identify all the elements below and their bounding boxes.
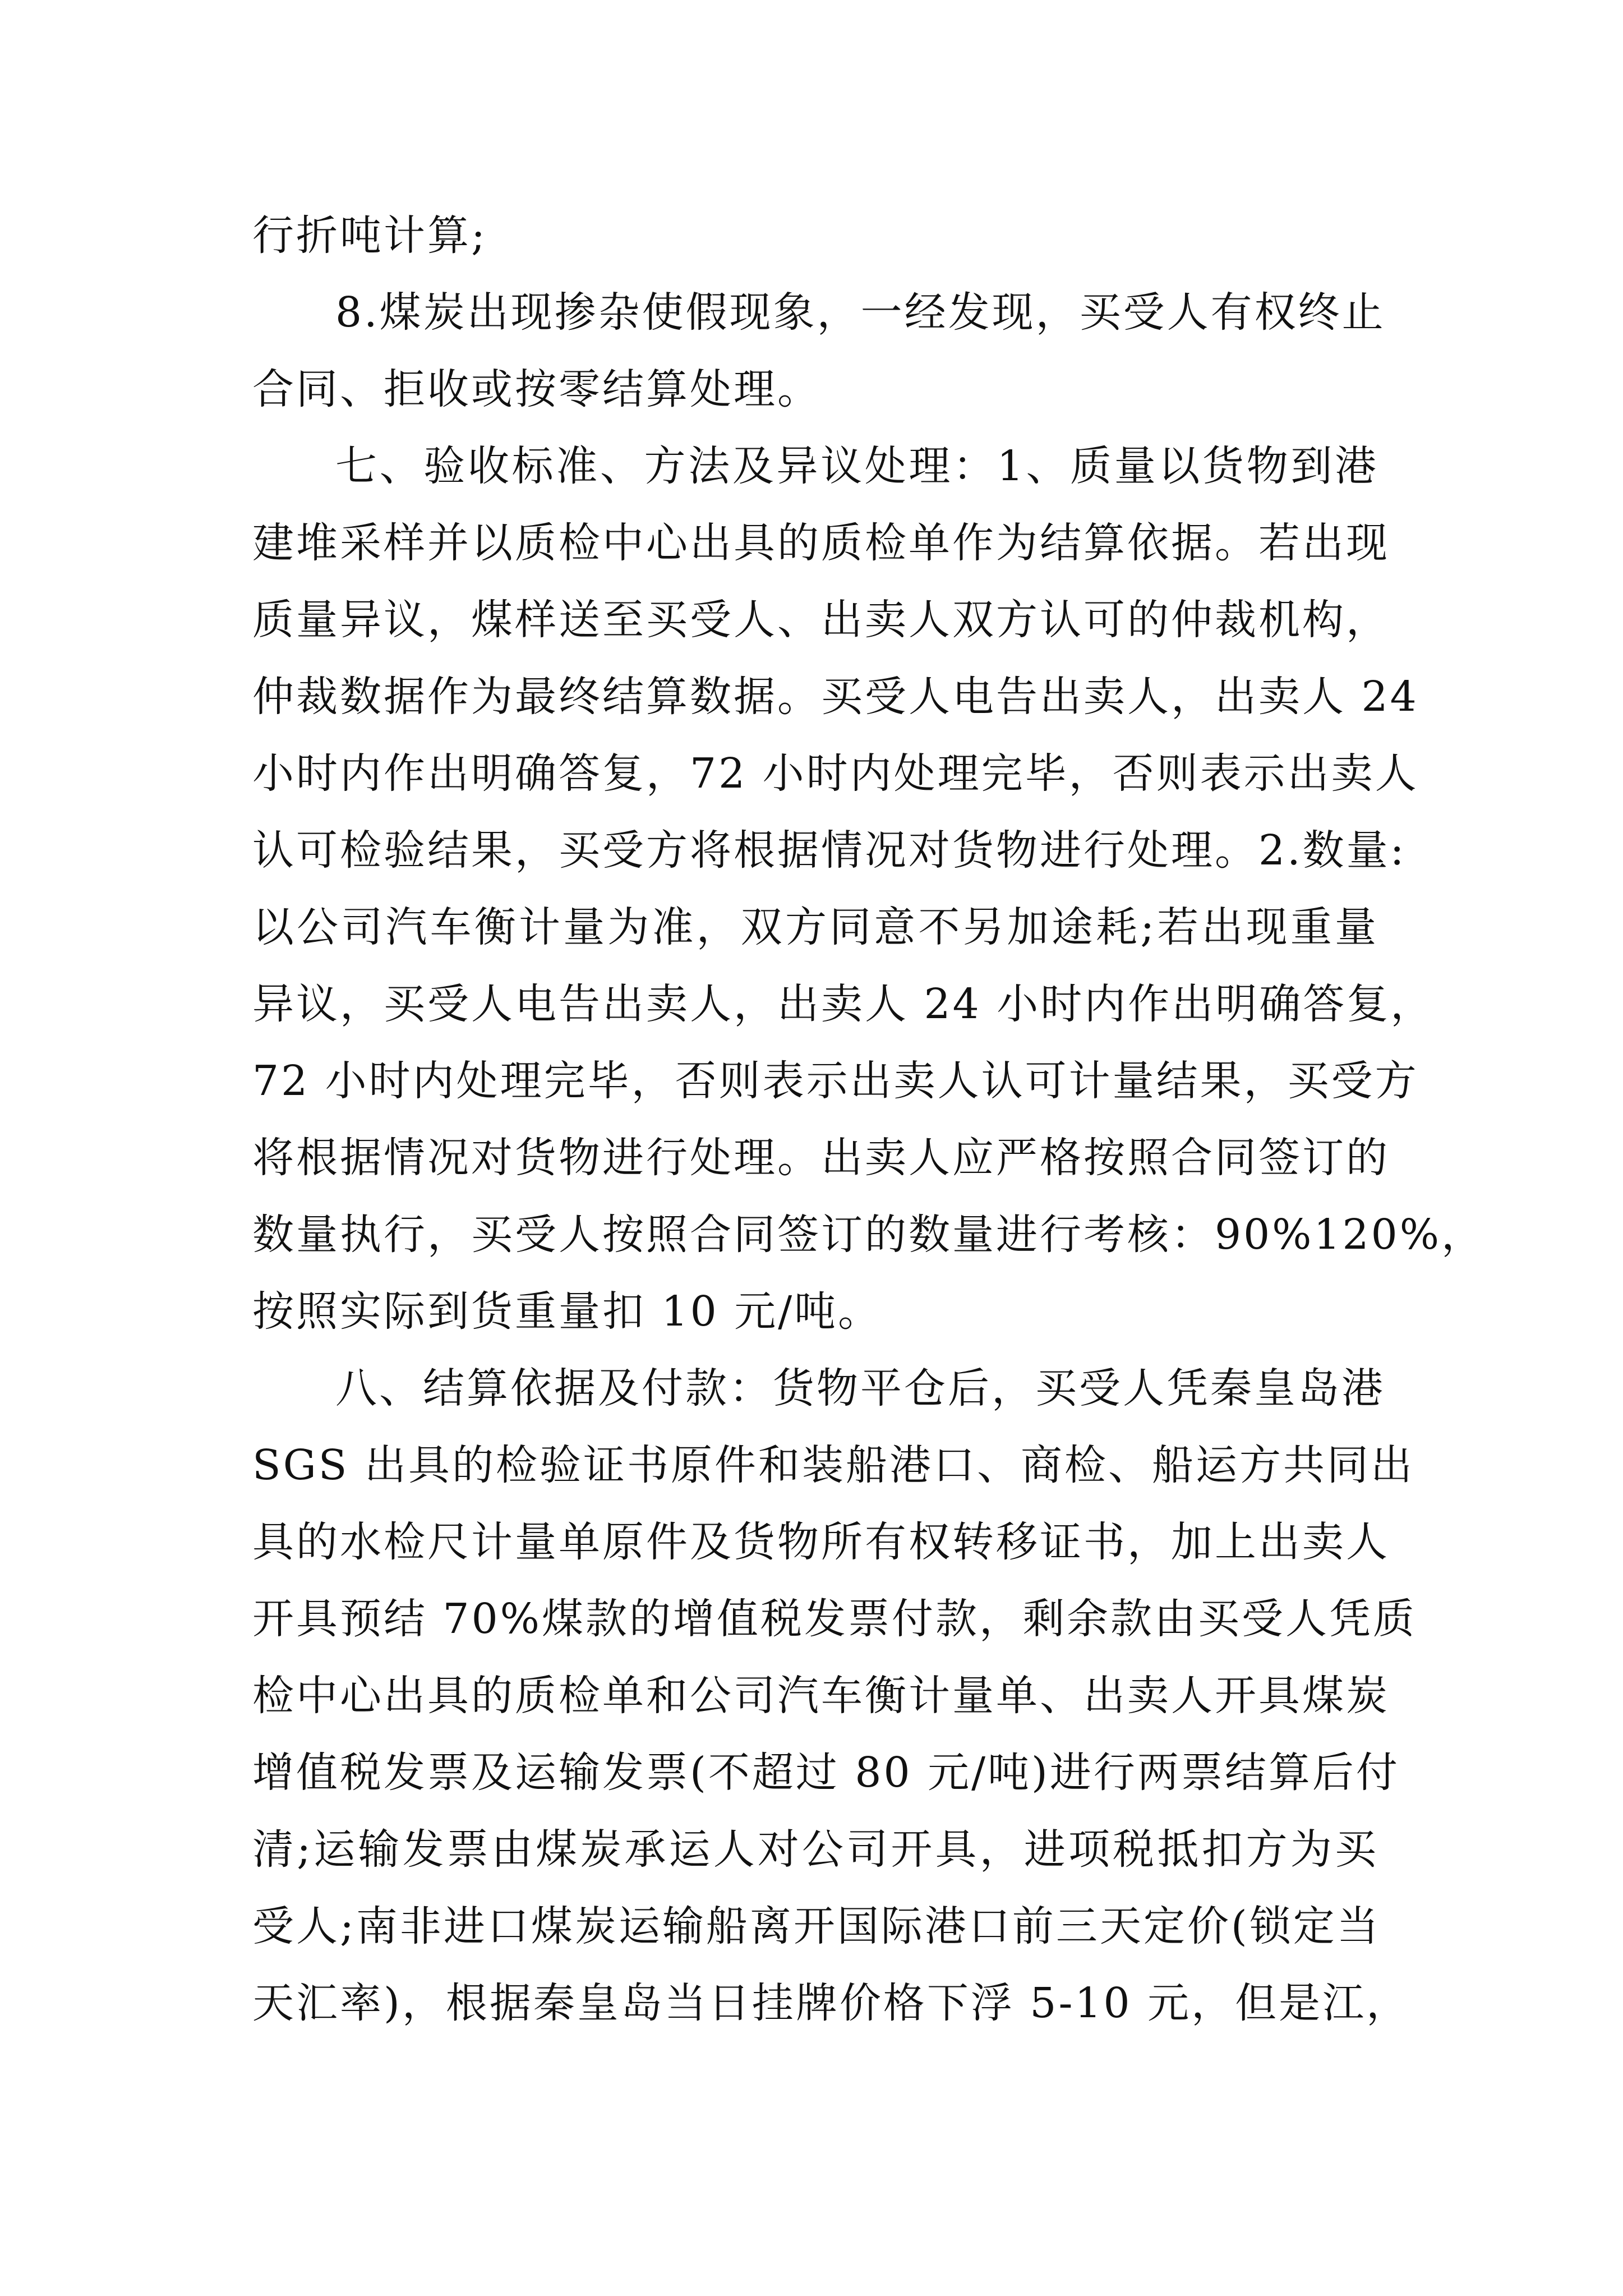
text-line: 合同、拒收或按零结算处理。 xyxy=(252,365,821,413)
body-text xyxy=(252,197,1486,2042)
text-line: 仲裁数据作为最终结算数据。买受人电告出卖人，出卖人 24 xyxy=(252,673,1419,721)
text-line: 认可检验结果，买受方将根据情况对货物进行处理。2.数量: xyxy=(252,826,1407,875)
text-line: 建堆采样并以质检中心出具的质检单作为结算依据。若出现 xyxy=(252,519,1390,567)
text-line: 按照实际到货重量扣 10 元/吨。 xyxy=(252,1287,882,1336)
text-line: 受人;南非进口煤炭运输船离开国际港口前三天定价(锁定当 xyxy=(252,1902,1381,1950)
text-line: 以公司汽车衡计量为准，双方同意不另加途耗;若出现重量 xyxy=(252,903,1378,951)
text-line: 天汇率)，根据秦皇岛当日挂牌价格下浮 5-10 元，但是江， xyxy=(252,1979,1410,2027)
text-line: 七、验收标准、方法及异议处理：1、质量以货物到港 xyxy=(335,442,1378,490)
text-line: 增值税发票及运输发票(不超过 80 元/吨)进行两票结算后付 xyxy=(252,1749,1400,1797)
text-line: 具的水检尺计量单原件及货物所有权转移证书，加上出卖人 xyxy=(252,1518,1390,1566)
text-line: 8.煤炭出现掺杂使假现象，一经发现，买受人有权终止 xyxy=(335,288,1386,337)
text-line: 开具预结 70%煤款的增值税发票付款，剩余款由买受人凭质 xyxy=(252,1595,1417,1643)
text-line: 八、结算依据及付款：货物平仓后，买受人凭秦皇岛港 xyxy=(335,1364,1385,1412)
text-line: 72 小时内处理完毕，否则表示出卖人认可计量结果，买受方 xyxy=(252,1057,1419,1105)
text-line: 行折吨计算; xyxy=(252,211,487,260)
text-line: 异议，买受人电告出卖人，出卖人 24 小时内作出明确答复， xyxy=(252,980,1435,1028)
text-line: 数量执行，买受人按照合同签订的数量进行考核：90%120%， xyxy=(252,1211,1486,1259)
text-line: 将根据情况对货物进行处理。出卖人应严格按照合同签订的 xyxy=(252,1134,1390,1182)
text-line: 质量异议，煤样送至买受人、出卖人双方认可的仲裁机构， xyxy=(252,596,1390,644)
text-line: 小时内作出明确答复，72 小时内处理完毕，否则表示出卖人 xyxy=(252,749,1419,798)
text-line: 清;运输发票由煤炭承运人对公司开具，进项税抵扣方为买 xyxy=(252,1825,1378,1874)
text-line: SGS 出具的检验证书原件和装船港口、商检、船运方共同出 xyxy=(252,1441,1415,1489)
text-line: 检中心出具的质检单和公司汽车衡计量单、出卖人开具煤炭 xyxy=(252,1672,1390,1720)
